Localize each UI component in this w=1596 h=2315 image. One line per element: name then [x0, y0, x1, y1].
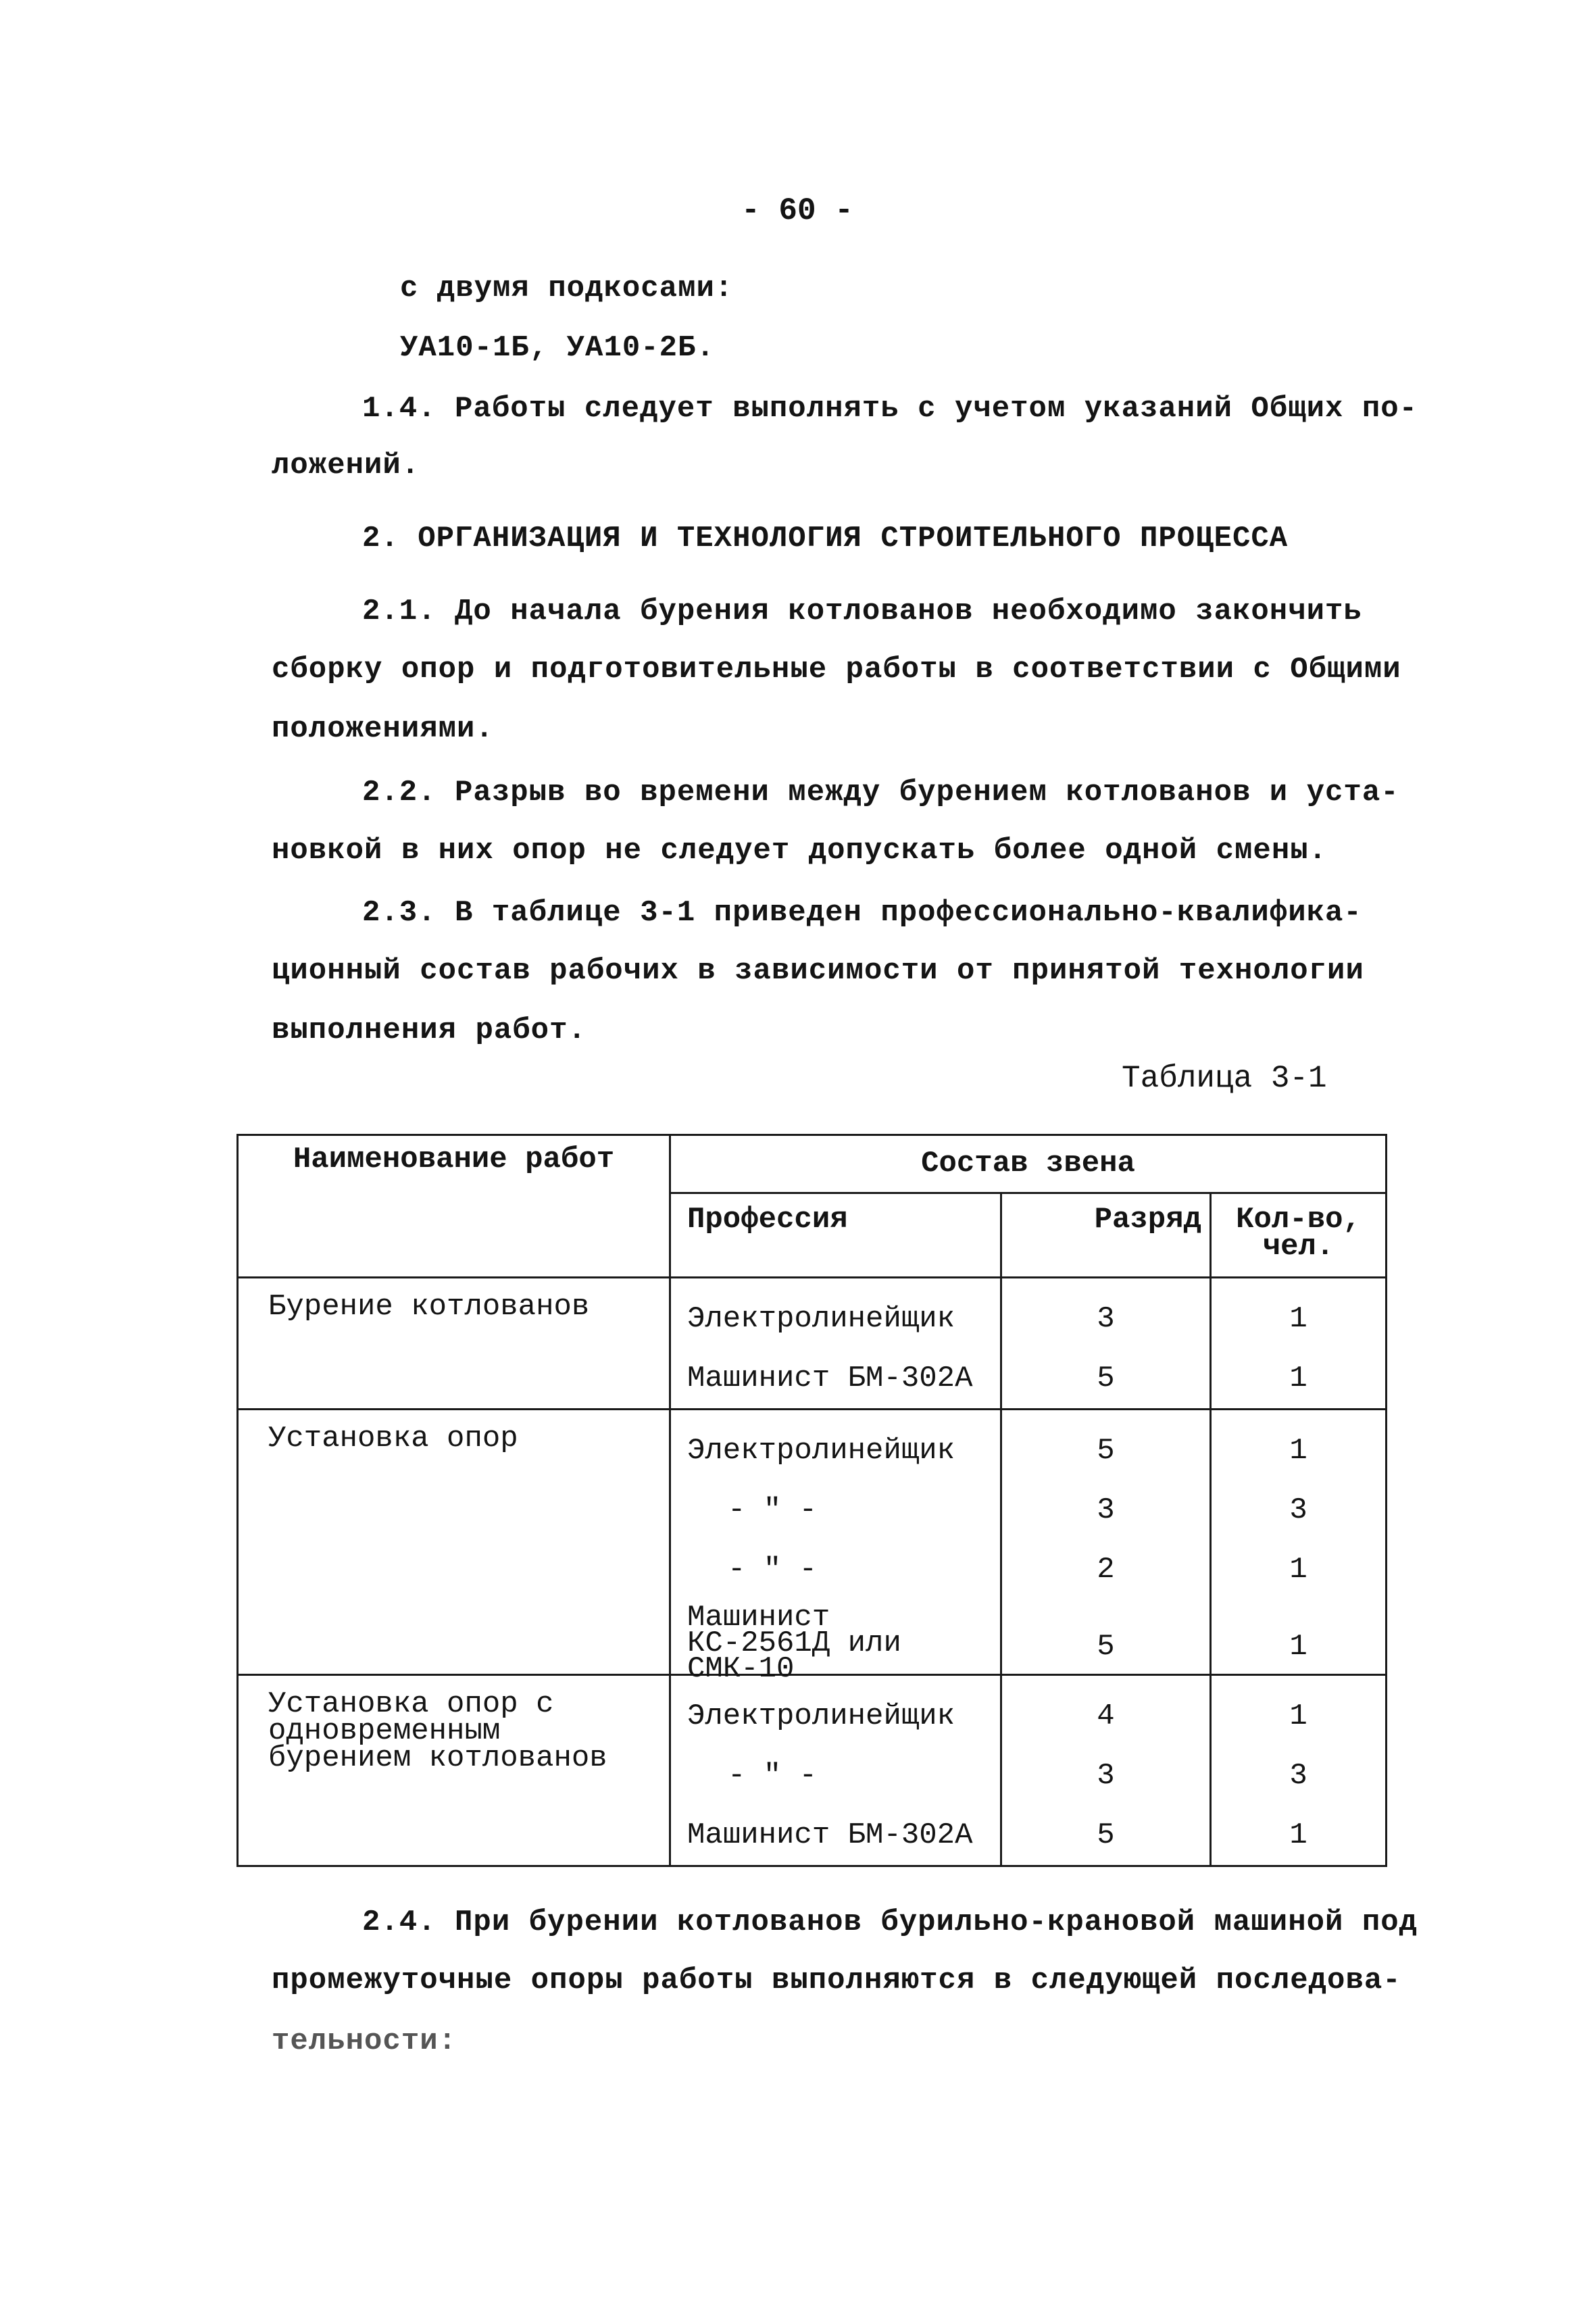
table-caption: Таблица 3-1 [1122, 1061, 1327, 1096]
rank-cell: 5 3 2 5 [1001, 1410, 1211, 1675]
count-cell: 1 3 1 [1211, 1675, 1387, 1866]
text-line: 2.1. До начала бурения котлованов необходимо закончить [362, 595, 1362, 628]
section-heading: 2. ОРГАНИЗАЦИЯ И ТЕХНОЛОГИЯ СТРОИТЕЛЬНОГО ПРОЦЕССА [362, 522, 1289, 555]
table-row [238, 1278, 1387, 1410]
text-line: выполнения работ. [272, 1014, 587, 1047]
header-work: Наименование работ [238, 1135, 670, 1278]
text-line: с двумя подкосами: [400, 272, 734, 305]
text-line: промежуточные опоры работы выполняются в следующей последова- [272, 1964, 1401, 1997]
crew-table [236, 1134, 1387, 1867]
text-line: 2.2. Разрыв во времени между бурением котлованов и уста- [362, 776, 1399, 810]
rank-cell: 3 5 [1001, 1278, 1211, 1410]
work-name: Установка опор [238, 1410, 670, 1675]
header-count: Кол-во, чел. [1211, 1193, 1387, 1277]
text-line: новкой в них опор не следует допускать более одной смены. [272, 834, 1328, 868]
rank-cell: 4 3 5 [1001, 1675, 1211, 1866]
profession-cell: Электролинейщик - " - Машинист БМ-302А [670, 1675, 1001, 1866]
text-line: положениями. [272, 712, 494, 746]
table-row [238, 1410, 1387, 1675]
text-line: тельности: [272, 2024, 457, 2058]
header-rank: Разряд [1001, 1193, 1211, 1277]
work-name: Бурение котлованов [238, 1278, 670, 1410]
text-line: сборку опор и подготовительные работы в соответствии с Общими [272, 653, 1401, 687]
page-number: - 60 - [741, 193, 853, 228]
profession-cell: Электролинейщик Машинист БМ-302А [670, 1278, 1001, 1410]
text-line: 2.4. При бурении котлованов бурильно-крановой машиной под [362, 1906, 1418, 1939]
count-cell: 1 3 1 1 [1211, 1410, 1387, 1675]
work-name: Установка опор с одновременным бурением котлованов [238, 1675, 670, 1866]
text-line: 1.4. Работы следует выполнять с учетом указаний Общих по- [362, 392, 1418, 426]
table-row [238, 1675, 1387, 1866]
header-sostav: Состав звена [670, 1135, 1387, 1193]
count-cell: 1 1 [1211, 1278, 1387, 1410]
text-line: ционный состав рабочих в зависимости от принятой технологии [272, 954, 1364, 988]
header-profession: Профессия [670, 1193, 1001, 1277]
profession-cell: Электролинейщик - " - - " - Машинист КС-2561Д или СМК-10 [670, 1410, 1001, 1675]
text-line: 2.3. В таблице 3-1 приведен профессионально-квалифика- [362, 896, 1362, 930]
text-line: ложений. [272, 449, 420, 482]
text-line: УА10-1Б, УА10-2Б. [400, 331, 715, 365]
